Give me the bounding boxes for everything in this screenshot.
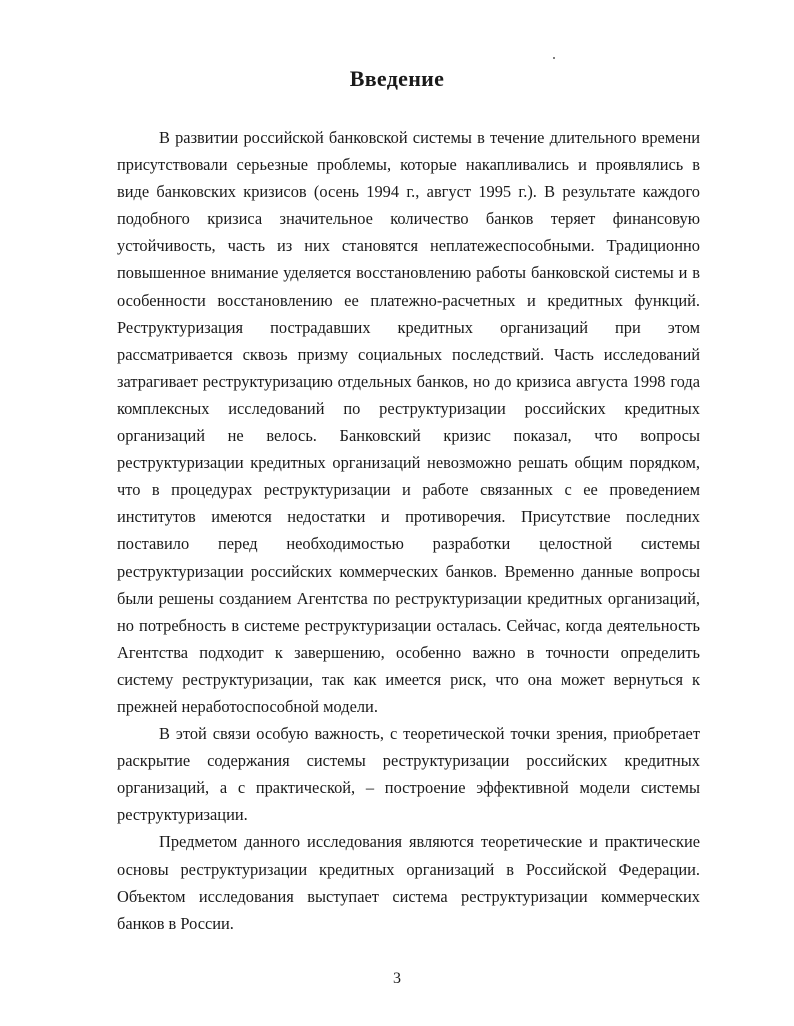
paragraph-importance: В этой связи особую важность, с теоретической точки зрения, приобретает раскрытие содержания системы реструктуризации российских кредитных организаций, а с практической, – построение эффективной модели системы реструктуризации. [117,724,700,825]
body-text [117,124,700,937]
paragraph-introduction: В развитии российской банковской системы в течение длительного времени присутствовали серьезные проблемы, которые накапливались и проявлялись в виде банковских кризисов (осень 1994 г., август 1995 г.). В результате каждого подобного кризиса значительное количество банков теряет финансовую устойчивость, часть из них становятся неплатежеспособными. Традиционно повышенное внимание уделяется восстановлению работы банковской системы и в особенности восстановлению ее платежно-расчетных и кредитных функций. Реструктуризация пострадавших кредитных организаций при этом рассматривается сквозь призму социальных последствий. Часть исследований затрагивает реструктуризацию отдельных банков, но до кризиса августа 1998 года комплексных исследований по реструктуризации российских кредитных организаций не велось. Банковский кризис показал, что вопросы реструктуризации кредитных организаций невозможно решать общим порядком, что в процедурах реструктуризации и работе связанных с ее проведением институтов имеются недостатки и противоречия. Присутствие последних поставило перед необходимостью разработки целостной системы реструктуризации российских коммерческих банков. Временно данные вопросы были решены созданием Агентства по реструктуризации кредитных организаций, но потребность в системе реструктуризации осталась. Сейчас, когда деятельность Агентства подходит к завершению, особенно важно в точности определить систему реструктуризации, так как имеется риск, что она может вернуться к прежней неработоспособной модели. [117,128,700,716]
page-number: 3 [393,970,401,987]
scan-speck [553,57,555,59]
paragraph-subject-object: Предметом данного исследования являются теоретические и практические основы реструктуризации кредитных организаций в Российской Федерации. Объектом исследования выступает система реструктуризации коммерческих банков в России. [117,832,700,933]
page-title: Введение [349,66,445,91]
